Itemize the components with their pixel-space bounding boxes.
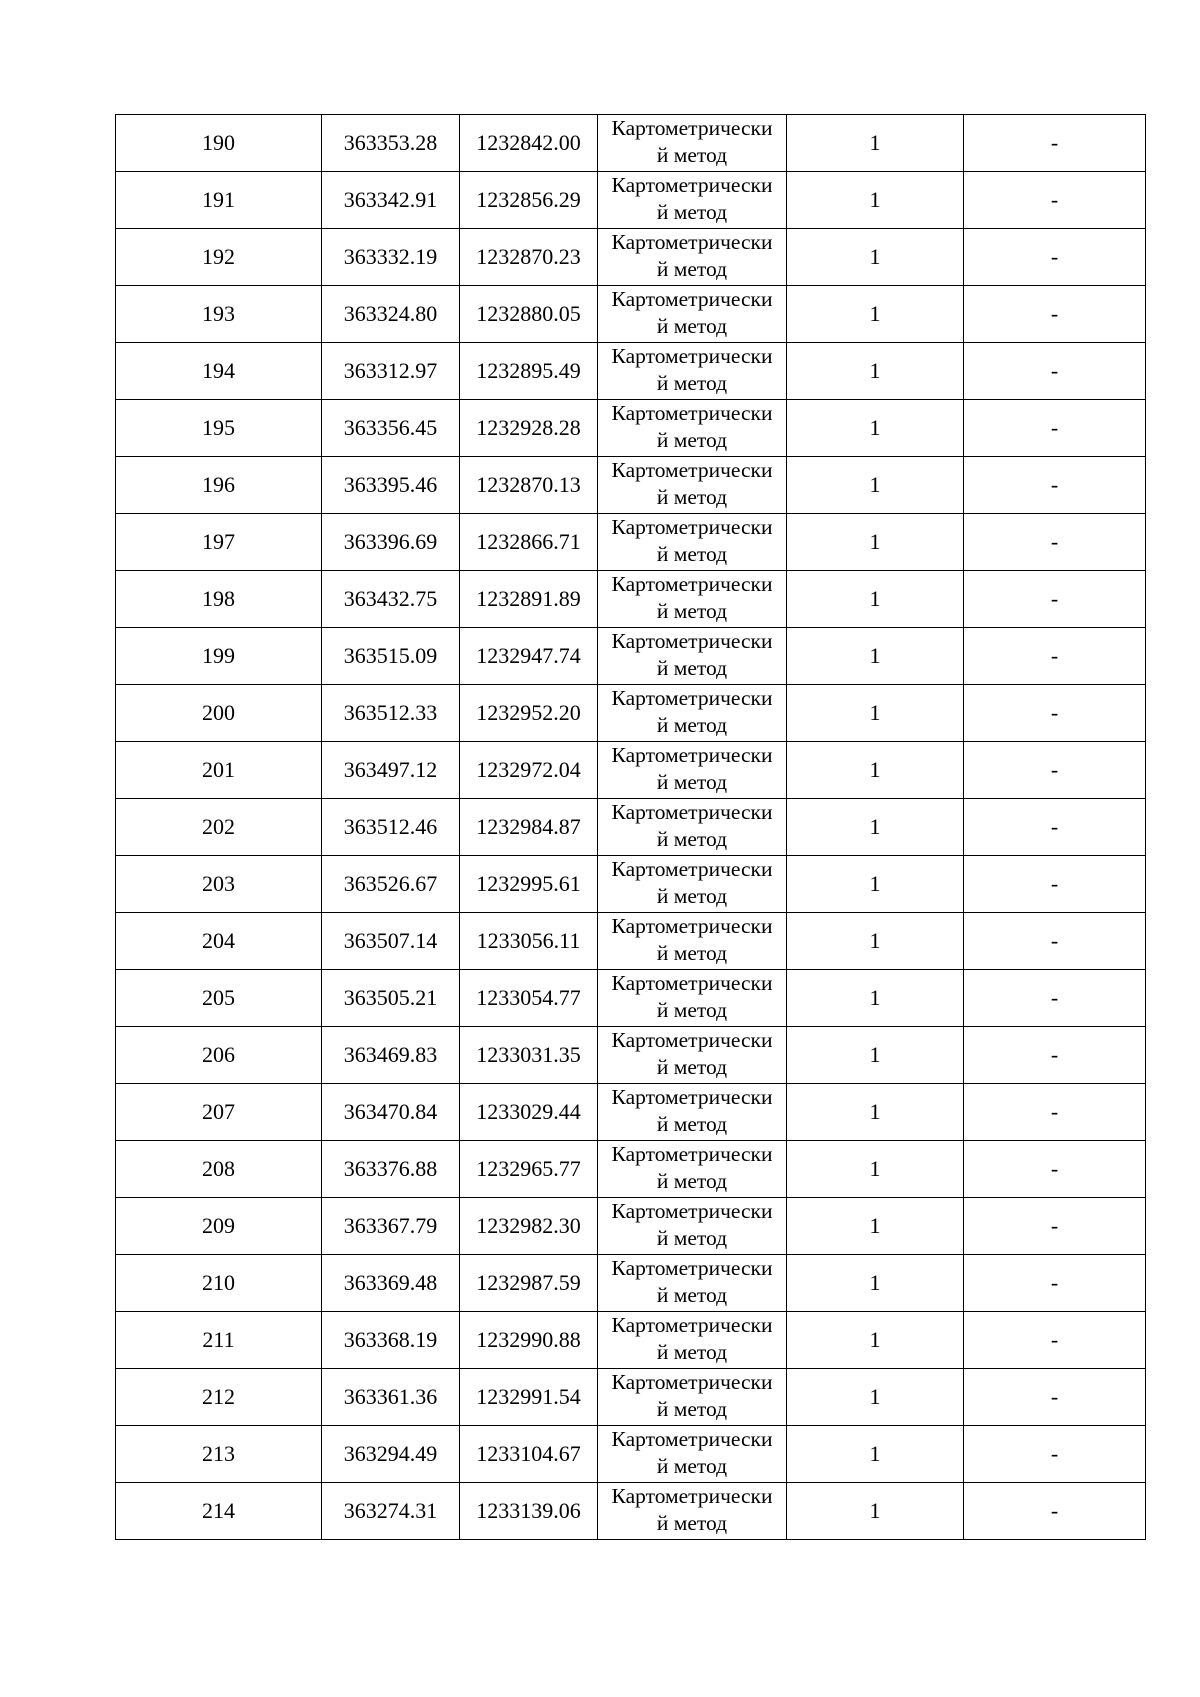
- note-cell: -: [964, 1084, 1146, 1141]
- point-number-cell: 208: [116, 1141, 322, 1198]
- method-line-2: й метод: [656, 1169, 728, 1193]
- method-text: [600, 286, 784, 340]
- method-line-1: Картометрически: [611, 857, 773, 881]
- note-cell: -: [964, 1312, 1146, 1369]
- method-cell: [598, 1369, 787, 1426]
- x-coordinate-cell: 363369.48: [322, 1255, 460, 1312]
- point-number-cell: 203: [116, 856, 322, 913]
- accuracy-cell: 1: [787, 1312, 964, 1369]
- note-cell: -: [964, 457, 1146, 514]
- accuracy-cell: 1: [787, 856, 964, 913]
- y-coordinate-cell: 1232880.05: [460, 286, 598, 343]
- method-line-2: й метод: [656, 542, 728, 566]
- method-cell: [598, 343, 787, 400]
- table-row: [116, 343, 1146, 400]
- method-cell: [598, 970, 787, 1027]
- table-row: [116, 628, 1146, 685]
- accuracy-cell: 1: [787, 1027, 964, 1084]
- point-number-cell: 198: [116, 571, 322, 628]
- accuracy-cell: 1: [787, 571, 964, 628]
- table-row: [116, 856, 1146, 913]
- y-coordinate-cell: 1232972.04: [460, 742, 598, 799]
- x-coordinate-cell: 363512.33: [322, 685, 460, 742]
- method-line-2: й метод: [656, 998, 728, 1022]
- y-coordinate-cell: 1232870.23: [460, 229, 598, 286]
- accuracy-cell: 1: [787, 172, 964, 229]
- table-row: [116, 1483, 1146, 1540]
- method-line-2: й метод: [656, 599, 728, 623]
- method-line-1: Картометрически: [611, 401, 773, 425]
- note-cell: -: [964, 115, 1146, 172]
- y-coordinate-cell: 1233104.67: [460, 1426, 598, 1483]
- y-coordinate-cell: 1232965.77: [460, 1141, 598, 1198]
- method-cell: [598, 1255, 787, 1312]
- method-text: [600, 172, 784, 226]
- method-text: [600, 799, 784, 853]
- accuracy-cell: 1: [787, 229, 964, 286]
- table-row: [116, 799, 1146, 856]
- method-line-1: Картометрически: [611, 173, 773, 197]
- x-coordinate-cell: 363432.75: [322, 571, 460, 628]
- point-number-cell: 204: [116, 913, 322, 970]
- table-row: [116, 286, 1146, 343]
- accuracy-cell: 1: [787, 913, 964, 970]
- y-coordinate-cell: 1232870.13: [460, 457, 598, 514]
- method-text: [600, 1198, 784, 1252]
- x-coordinate-cell: 363507.14: [322, 913, 460, 970]
- y-coordinate-cell: 1232984.87: [460, 799, 598, 856]
- note-cell: -: [964, 1369, 1146, 1426]
- method-line-1: Картометрически: [611, 1142, 773, 1166]
- method-line-2: й метод: [656, 1055, 728, 1079]
- y-coordinate-cell: 1232856.29: [460, 172, 598, 229]
- note-cell: -: [964, 1198, 1146, 1255]
- method-line-1: Картометрически: [611, 344, 773, 368]
- accuracy-cell: 1: [787, 1255, 964, 1312]
- method-line-1: Картометрически: [611, 458, 773, 482]
- table-row: [116, 1141, 1146, 1198]
- x-coordinate-cell: 363353.28: [322, 115, 460, 172]
- method-text: [600, 970, 784, 1024]
- method-text: [600, 1369, 784, 1423]
- note-cell: -: [964, 628, 1146, 685]
- note-cell: -: [964, 343, 1146, 400]
- x-coordinate-cell: 363512.46: [322, 799, 460, 856]
- point-number-cell: 209: [116, 1198, 322, 1255]
- method-text: [600, 1426, 784, 1480]
- method-line-1: Картометрически: [611, 1256, 773, 1280]
- y-coordinate-cell: 1232990.88: [460, 1312, 598, 1369]
- note-cell: -: [964, 685, 1146, 742]
- method-text: [600, 1255, 784, 1309]
- method-line-2: й метод: [656, 200, 728, 224]
- method-line-2: й метод: [656, 485, 728, 509]
- y-coordinate-cell: 1232995.61: [460, 856, 598, 913]
- x-coordinate-cell: 363368.19: [322, 1312, 460, 1369]
- y-coordinate-cell: 1232928.28: [460, 400, 598, 457]
- table-row: [116, 970, 1146, 1027]
- method-cell: [598, 514, 787, 571]
- point-number-cell: 200: [116, 685, 322, 742]
- method-line-1: Картометрически: [611, 1370, 773, 1394]
- table-row: [116, 1312, 1146, 1369]
- x-coordinate-cell: 363294.49: [322, 1426, 460, 1483]
- method-cell: [598, 742, 787, 799]
- note-cell: -: [964, 1483, 1146, 1540]
- point-number-cell: 211: [116, 1312, 322, 1369]
- y-coordinate-cell: 1232987.59: [460, 1255, 598, 1312]
- x-coordinate-cell: 363376.88: [322, 1141, 460, 1198]
- method-text: [600, 1027, 784, 1081]
- accuracy-cell: 1: [787, 970, 964, 1027]
- method-line-1: Картометрически: [611, 1028, 773, 1052]
- method-line-1: Картометрически: [611, 800, 773, 824]
- method-text: [600, 742, 784, 796]
- point-number-cell: 199: [116, 628, 322, 685]
- method-cell: [598, 913, 787, 970]
- accuracy-cell: 1: [787, 742, 964, 799]
- method-text: [600, 343, 784, 397]
- point-number-cell: 212: [116, 1369, 322, 1426]
- table-row: [116, 685, 1146, 742]
- point-number-cell: 213: [116, 1426, 322, 1483]
- y-coordinate-cell: 1232891.89: [460, 571, 598, 628]
- point-number-cell: 201: [116, 742, 322, 799]
- method-cell: [598, 1198, 787, 1255]
- point-number-cell: 193: [116, 286, 322, 343]
- method-line-1: Картометрически: [611, 686, 773, 710]
- method-text: [600, 1141, 784, 1195]
- method-text: [600, 514, 784, 568]
- method-line-2: й метод: [656, 371, 728, 395]
- x-coordinate-cell: 363324.80: [322, 286, 460, 343]
- point-number-cell: 196: [116, 457, 322, 514]
- method-line-2: й метод: [656, 1340, 728, 1364]
- table-row: [116, 400, 1146, 457]
- method-line-1: Картометрически: [611, 515, 773, 539]
- method-line-1: Картометрически: [611, 743, 773, 767]
- x-coordinate-cell: 363470.84: [322, 1084, 460, 1141]
- note-cell: -: [964, 742, 1146, 799]
- method-text: [600, 628, 784, 682]
- method-line-2: й метод: [656, 314, 728, 338]
- table-row: [116, 457, 1146, 514]
- x-coordinate-cell: 363469.83: [322, 1027, 460, 1084]
- method-text: [600, 1483, 784, 1537]
- method-cell: [598, 115, 787, 172]
- method-cell: [598, 1483, 787, 1540]
- method-line-1: Картометрически: [611, 1484, 773, 1508]
- method-text: [600, 115, 784, 169]
- x-coordinate-cell: 363395.46: [322, 457, 460, 514]
- method-line-1: Картометрически: [611, 1199, 773, 1223]
- table-row: [116, 1198, 1146, 1255]
- method-line-2: й метод: [656, 428, 728, 452]
- accuracy-cell: 1: [787, 628, 964, 685]
- point-number-cell: 210: [116, 1255, 322, 1312]
- note-cell: -: [964, 913, 1146, 970]
- method-cell: [598, 685, 787, 742]
- method-cell: [598, 856, 787, 913]
- note-cell: -: [964, 286, 1146, 343]
- y-coordinate-cell: 1232895.49: [460, 343, 598, 400]
- accuracy-cell: 1: [787, 1369, 964, 1426]
- point-number-cell: 190: [116, 115, 322, 172]
- method-line-2: й метод: [656, 1112, 728, 1136]
- method-text: [600, 229, 784, 283]
- x-coordinate-cell: 363515.09: [322, 628, 460, 685]
- method-line-2: й метод: [656, 656, 728, 680]
- method-line-2: й метод: [656, 257, 728, 281]
- method-line-2: й метод: [656, 1397, 728, 1421]
- method-cell: [598, 1084, 787, 1141]
- note-cell: -: [964, 400, 1146, 457]
- method-line-1: Картометрически: [611, 287, 773, 311]
- method-text: [600, 913, 784, 967]
- note-cell: -: [964, 1255, 1146, 1312]
- table-row: [116, 1369, 1146, 1426]
- accuracy-cell: 1: [787, 1141, 964, 1198]
- method-cell: [598, 400, 787, 457]
- method-line-2: й метод: [656, 770, 728, 794]
- note-cell: -: [964, 1027, 1146, 1084]
- x-coordinate-cell: 363396.69: [322, 514, 460, 571]
- point-number-cell: 205: [116, 970, 322, 1027]
- note-cell: -: [964, 172, 1146, 229]
- accuracy-cell: 1: [787, 1198, 964, 1255]
- note-cell: -: [964, 571, 1146, 628]
- table-row: [116, 1084, 1146, 1141]
- method-line-1: Картометрически: [611, 971, 773, 995]
- x-coordinate-cell: 363367.79: [322, 1198, 460, 1255]
- note-cell: -: [964, 514, 1146, 571]
- note-cell: -: [964, 229, 1146, 286]
- table-row: [116, 1027, 1146, 1084]
- accuracy-cell: 1: [787, 799, 964, 856]
- method-cell: [598, 172, 787, 229]
- accuracy-cell: 1: [787, 343, 964, 400]
- table-row: [116, 1426, 1146, 1483]
- point-number-cell: 202: [116, 799, 322, 856]
- y-coordinate-cell: 1233139.06: [460, 1483, 598, 1540]
- method-cell: [598, 1027, 787, 1084]
- note-cell: -: [964, 1426, 1146, 1483]
- x-coordinate-cell: 363361.36: [322, 1369, 460, 1426]
- table-row: [116, 742, 1146, 799]
- method-line-2: й метод: [656, 827, 728, 851]
- method-cell: [598, 628, 787, 685]
- method-line-1: Картометрически: [611, 572, 773, 596]
- y-coordinate-cell: 1233031.35: [460, 1027, 598, 1084]
- method-text: [600, 1312, 784, 1366]
- accuracy-cell: 1: [787, 1426, 964, 1483]
- note-cell: -: [964, 970, 1146, 1027]
- accuracy-cell: 1: [787, 685, 964, 742]
- method-line-2: й метод: [656, 884, 728, 908]
- method-text: [600, 400, 784, 454]
- accuracy-cell: 1: [787, 1483, 964, 1540]
- method-cell: [598, 571, 787, 628]
- x-coordinate-cell: 363497.12: [322, 742, 460, 799]
- coordinates-table: [115, 114, 1146, 1540]
- note-cell: -: [964, 1141, 1146, 1198]
- method-cell: [598, 799, 787, 856]
- y-coordinate-cell: 1233056.11: [460, 913, 598, 970]
- method-line-2: й метод: [656, 713, 728, 737]
- table-row: [116, 172, 1146, 229]
- method-line-2: й метод: [656, 143, 728, 167]
- method-line-1: Картометрически: [611, 914, 773, 938]
- coordinates-table-body: [116, 115, 1146, 1540]
- note-cell: -: [964, 799, 1146, 856]
- accuracy-cell: 1: [787, 457, 964, 514]
- method-cell: [598, 1312, 787, 1369]
- method-line-2: й метод: [656, 1454, 728, 1478]
- method-cell: [598, 286, 787, 343]
- y-coordinate-cell: 1232842.00: [460, 115, 598, 172]
- point-number-cell: 191: [116, 172, 322, 229]
- point-number-cell: 195: [116, 400, 322, 457]
- table-row: [116, 115, 1146, 172]
- y-coordinate-cell: 1232866.71: [460, 514, 598, 571]
- accuracy-cell: 1: [787, 1084, 964, 1141]
- method-line-1: Картометрически: [611, 230, 773, 254]
- y-coordinate-cell: 1232952.20: [460, 685, 598, 742]
- accuracy-cell: 1: [787, 514, 964, 571]
- y-coordinate-cell: 1233054.77: [460, 970, 598, 1027]
- x-coordinate-cell: 363312.97: [322, 343, 460, 400]
- method-line-2: й метод: [656, 941, 728, 965]
- point-number-cell: 214: [116, 1483, 322, 1540]
- method-line-1: Картометрически: [611, 116, 773, 140]
- method-line-1: Картометрически: [611, 1313, 773, 1337]
- method-cell: [598, 457, 787, 514]
- table-row: [116, 913, 1146, 970]
- accuracy-cell: 1: [787, 286, 964, 343]
- method-cell: [598, 229, 787, 286]
- point-number-cell: 197: [116, 514, 322, 571]
- method-text: [600, 685, 784, 739]
- point-number-cell: 207: [116, 1084, 322, 1141]
- method-text: [600, 457, 784, 511]
- method-line-1: Картометрически: [611, 1085, 773, 1109]
- y-coordinate-cell: 1232947.74: [460, 628, 598, 685]
- method-cell: [598, 1141, 787, 1198]
- method-text: [600, 1084, 784, 1138]
- point-number-cell: 192: [116, 229, 322, 286]
- method-line-2: й метод: [656, 1283, 728, 1307]
- note-cell: -: [964, 856, 1146, 913]
- method-text: [600, 571, 784, 625]
- y-coordinate-cell: 1232991.54: [460, 1369, 598, 1426]
- x-coordinate-cell: 363332.19: [322, 229, 460, 286]
- point-number-cell: 206: [116, 1027, 322, 1084]
- y-coordinate-cell: 1232982.30: [460, 1198, 598, 1255]
- method-text: [600, 856, 784, 910]
- table-row: [116, 229, 1146, 286]
- x-coordinate-cell: 363274.31: [322, 1483, 460, 1540]
- method-line-2: й метод: [656, 1226, 728, 1250]
- x-coordinate-cell: 363526.67: [322, 856, 460, 913]
- accuracy-cell: 1: [787, 115, 964, 172]
- x-coordinate-cell: 363505.21: [322, 970, 460, 1027]
- method-cell: [598, 1426, 787, 1483]
- method-line-1: Картометрически: [611, 629, 773, 653]
- table-row: [116, 1255, 1146, 1312]
- point-number-cell: 194: [116, 343, 322, 400]
- table-row: [116, 514, 1146, 571]
- method-line-1: Картометрически: [611, 1427, 773, 1451]
- table-row: [116, 571, 1146, 628]
- y-coordinate-cell: 1233029.44: [460, 1084, 598, 1141]
- x-coordinate-cell: 363356.45: [322, 400, 460, 457]
- method-line-2: й метод: [656, 1511, 728, 1535]
- accuracy-cell: 1: [787, 400, 964, 457]
- x-coordinate-cell: 363342.91: [322, 172, 460, 229]
